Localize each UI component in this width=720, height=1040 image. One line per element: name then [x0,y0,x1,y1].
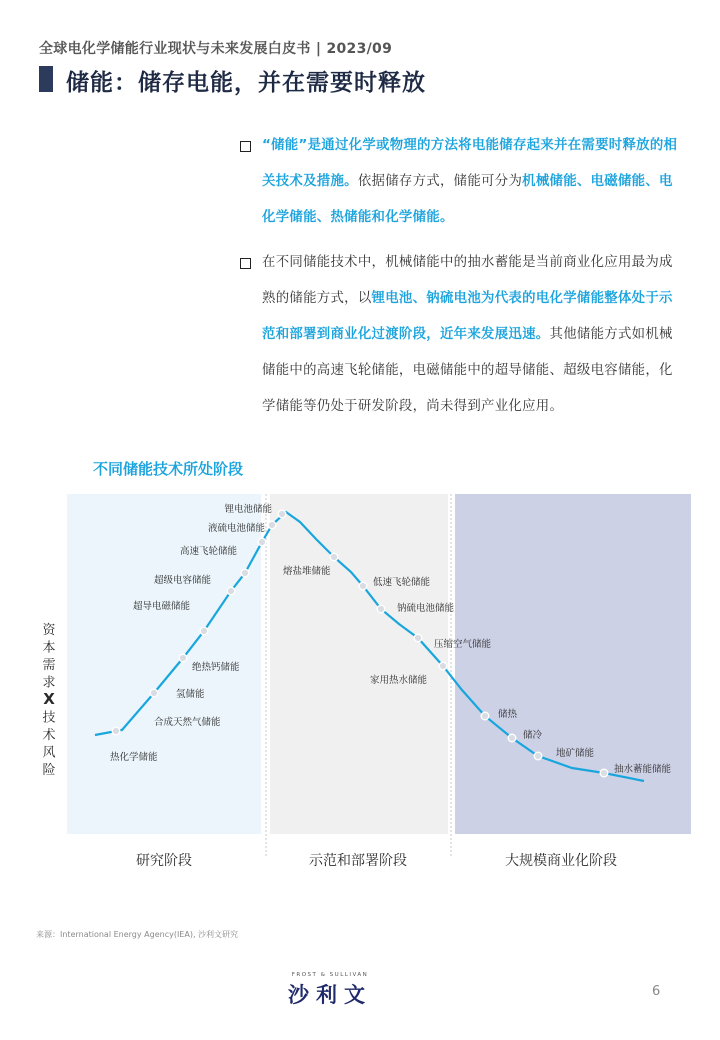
bullet-text [240,245,680,425]
tech-point [534,752,542,760]
tech-label: 高速飞轮储能 [179,546,237,557]
tech-point [600,769,608,777]
tech-label: 储冷 [523,730,543,741]
title-accent-bar [39,66,53,92]
logo-chinese: 沙利文 [288,983,372,1007]
body-text: 在不同储能技术中，机械储能中的抽水蓄能是当前商业化应用最为成熟的储能方式，以 [262,255,673,306]
chart-title: 不同储能技术所处阶段 [93,460,244,478]
tech-point [227,587,235,595]
source-note: 来源：International Energy Agency(IEA), 沙利文研究 [36,930,239,939]
stage-band-demo [270,494,448,834]
tech-point [112,727,120,735]
highlighted-text: 锂电池、钠硫电池为代表的电化学储能整体处于示范和部署到商业化过渡阶段，近年来发展迅速。 [262,291,673,342]
highlighted-text: 机械储能、电磁储能、电化学储能、热储能和化学储能。 [262,174,673,225]
checkbox-bullet-icon [240,258,251,269]
tech-label: 地矿储能 [556,748,595,759]
tech-label: 低速飞轮储能 [373,577,431,588]
tech-label: 熔盐堆储能 [283,566,331,577]
page-number: 6 [652,984,661,999]
tech-point [481,712,489,720]
checkbox-bullet-icon [240,141,251,152]
tech-point [268,521,276,529]
bullet-paragraph-1 [240,128,680,236]
bullet-paragraph-2 [240,245,680,425]
stage-label-commercial: 大规模商业化阶段 [505,853,617,869]
stage-label-research: 研究阶段 [136,853,192,869]
tech-point [330,553,338,561]
tech-point [241,569,249,577]
tech-point [359,582,367,590]
tech-label: 超级电容储能 [153,575,211,586]
frost-sullivan-logo [276,972,384,1009]
tech-point [200,627,208,635]
tech-label: 抽水蓄能储能 [614,764,672,775]
tech-label: 液硫电池储能 [207,523,265,534]
tech-label: 氢储能 [176,689,205,700]
tech-point [414,634,422,642]
page-title: 储能：储存电能，并在需要时释放 [66,70,426,96]
tech-point [150,689,158,697]
tech-point [278,510,286,518]
tech-point [508,734,516,742]
highlighted-text: “储能”是通过化学或物理的方法将电能储存起来并在需要时释放的相关技术及措施。 [262,138,678,189]
bullet-text [240,128,680,236]
tech-label: 热化学储能 [110,752,158,763]
body-text: 其他储能方式如机械储能中的高速飞轮储能，电磁储能中的超导储能、超级电容储能，化学储能等仍处于研发阶段，尚未得到产业化应用。 [262,327,673,414]
tech-point [377,605,385,613]
stage-label-demo: 示范和部署阶段 [309,853,407,869]
tech-point [439,662,447,670]
tech-label: 锂电池储能 [224,504,272,515]
tech-label: 钠硫电池储能 [397,603,455,614]
stage-band-commercial [455,494,691,834]
tech-label: 家用热水储能 [370,675,428,686]
tech-label: 绝热钙储能 [192,662,240,673]
logo-english: FROST & SULLIVAN [291,972,369,978]
tech-label: 储热 [498,709,518,720]
document-title: 全球电化学储能行业现状与未来发展白皮书 | 2023/09 [39,41,393,57]
tech-label: 压缩空气储能 [434,639,492,650]
body-text: 依据储存方式，储能可分为 [357,174,523,189]
tech-point [179,654,187,662]
tech-point [258,538,266,546]
tech-label: 合成天然气储能 [154,717,221,728]
y-axis-label: 资本需求 X 技术风险 [42,623,56,778]
tech-label: 超导电磁储能 [132,601,190,612]
stage-chart [0,480,720,880]
